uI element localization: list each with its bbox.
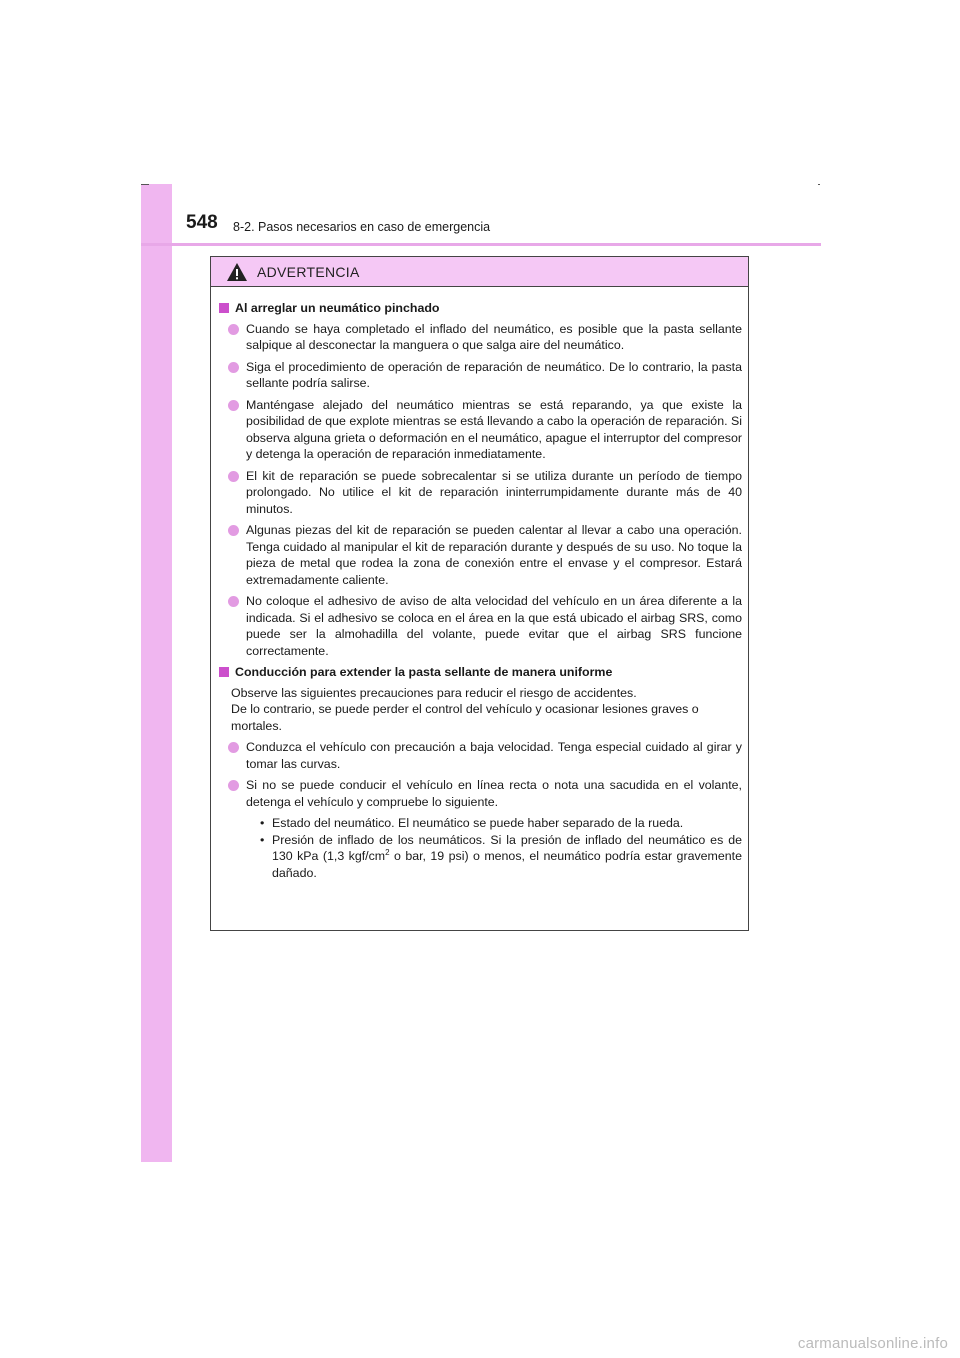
circle-bullet-icon: [228, 471, 239, 482]
crop-mark: [818, 184, 820, 185]
section-intro: Observe las siguientes precauciones para reducir el riesgo de accidentes. De lo contrario, se puede perder el control del vehículo y ocasionar lesiones graves o mortales.: [231, 685, 699, 733]
circle-bullet-icon: [228, 742, 239, 753]
list-item: Siga el procedimiento de operación de reparación de neumático. De lo contrario, la pasta sellante podría salirse.: [219, 359, 742, 392]
sub-list-item: • Estado del neumático. El neumático se puede haber separado de la rueda.: [260, 816, 684, 830]
section-title: 8-2. Pasos necesarios en caso de emergencia: [233, 220, 491, 234]
list-item: No coloque el adhesivo de aviso de alta velocidad del vehículo en un área diferente a la indicada. Si el adhesivo se coloca en el área en la que está ubicado el airbag SRS, como puede ser la almohadilla del volante, puede evitar que el airbag SRS funcione correctamente.: [219, 593, 742, 659]
watermark-url: carmanualsonline.info: [797, 1335, 948, 1352]
list-item: Si no se puede conducir el vehículo en línea recta o nota una sacudida en el volante, detenga el vehículo y compruebe lo siguiente.: [219, 777, 742, 810]
list-item: El kit de reparación se puede sobrecalentar si se utiliza durante un período de tiempo prolongado. No utilice el kit de reparación ininterrumpidamente durante más de 40 minutos.: [219, 468, 742, 518]
circle-bullet-icon: [228, 400, 239, 411]
header-rule: [141, 243, 821, 246]
warning-body: [211, 287, 748, 881]
list-item: Conduzca el vehículo con precaución a baja velocidad. Tenga especial cuidado al girar y tomar las curvas.: [219, 739, 742, 772]
circle-bullet-icon: [228, 780, 239, 791]
circle-bullet-icon: [228, 362, 239, 373]
crop-mark: [141, 184, 149, 185]
list-item: Manténgase alejado del neumático mientras se está reparando, ya que existe la posibilidad de que explote mientras se está llevando a cabo la operación de reparación. Si observa alguna grieta o deformación en el neumático, apague el interruptor del compresor y detenga la operación de reparación inmediatamente.: [219, 397, 742, 463]
warning-box: [210, 256, 749, 931]
warning-triangle-icon: [226, 262, 248, 282]
side-tab: [141, 184, 172, 1162]
list-item: Cuando se haya completado el inflado del neumático, es posible que la pasta sellante salpique al desconectar la manguera o que salga aire del neumático.: [219, 321, 742, 354]
list-item: Algunas piezas del kit de reparación se pueden calentar al llevar a cabo una operación. Tenga cuidado al manipular el kit de reparación durante y después de su uso. No toque la pieza de metal que rodea la zona de conexión entre el envase y el compresor. Estará extremadamente caliente.: [219, 522, 742, 588]
warning-header: [211, 257, 748, 287]
section-heading: Conducción para extender la pasta sellante de manera uniforme: [219, 664, 742, 681]
circle-bullet-icon: [228, 324, 239, 335]
warning-label: ADVERTENCIA: [257, 263, 360, 280]
circle-bullet-icon: [228, 596, 239, 607]
square-bullet-icon: [219, 667, 229, 677]
sub-list-item: • Presión de inflado de los neumáticos. Si la presión de inflado del neumático es de 130 kPa (1,3 kgf/$cm^2$ o bar, 19 psi) o menos, el neumático podría estar gravemente dañado.: [260, 832, 742, 880]
circle-bullet-icon: [228, 525, 239, 536]
page-number: 548: [186, 212, 218, 233]
square-bullet-icon: [219, 303, 229, 313]
section-heading: Al arreglar un neumático pinchado: [219, 300, 742, 317]
